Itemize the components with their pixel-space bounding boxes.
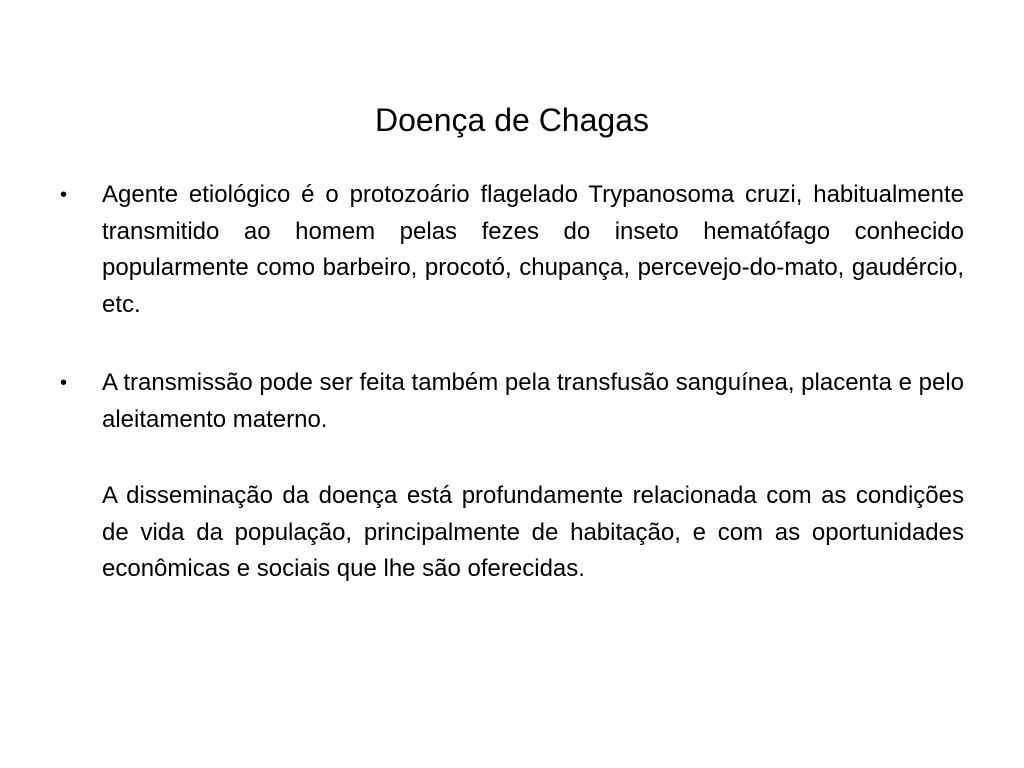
- bullet-icon: •: [60, 184, 68, 206]
- bullet-text: Agente etiológico é o protozoário flagelado Trypanosoma cruzi, habitualmente transmitido ao homem pelas fezes do inseto hematófago conhecido popularmente como barbeiro, procotó, chupança, percevejo-do-mato, gaudércio, etc.: [102, 181, 964, 318]
- bullet-icon: •: [60, 372, 68, 394]
- slide-title: Doença de Chagas: [375, 102, 649, 138]
- bullet-item: [60, 365, 964, 438]
- slide-content: [60, 177, 964, 588]
- bullet-text: A transmissão pode ser feita também pela transfusão sanguínea, placenta e pelo aleitamento materno.: [102, 369, 964, 433]
- body-paragraph: A disseminação da doença está profundamente relacionada com as condições de vida da população, principalmente de habitação, e com as oportunidades econômicas e sociais que lhe são oferecidas.: [102, 482, 964, 582]
- bullet-item: [60, 177, 964, 323]
